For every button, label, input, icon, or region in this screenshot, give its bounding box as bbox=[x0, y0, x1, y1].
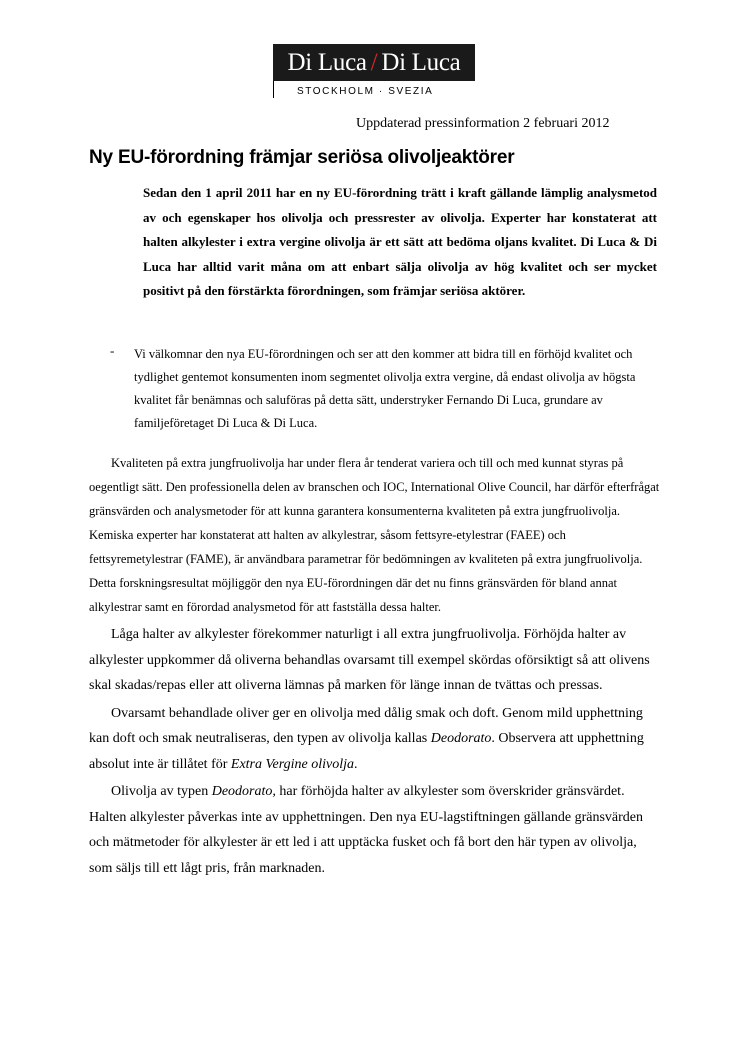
body-text bbox=[89, 451, 661, 881]
logo-name-left: Di Luca bbox=[287, 48, 367, 76]
body-paragraph-3 bbox=[89, 701, 661, 778]
p4-text-b: har förhöjda halter av alkylester som överskrider gränsvärdet. Halten alkylester påverkas inte av upphettningen. Den nya EU-lagstiftningen gällande gränsvärden och mätmetoder för alkylester är ett led i att upptäcka fusket och få bort den här typen av olivolja, som säljs till ett lågt pris, från marknaden. bbox=[89, 784, 643, 876]
quote-paragraph: Vi välkomnar den nya EU-förordningen och ser att den kommer att bidra till en förhöjd kvalitet och tydlighet gentemot konsumenten inom segmentet olivolja extra vergine, då endast olivolja av högsta kvalitet får benämnas och saluföras på detta sätt, understryker Fernando Di Luca, grundare av familjeföretaget Di Luca & Di Luca. bbox=[134, 347, 636, 430]
p3-text-b: . Observera att upphettning absolut inte är tillåtet för bbox=[89, 731, 644, 772]
logo-name-right: Di Luca bbox=[381, 48, 461, 76]
page-title: Ny EU-förordning främjar seriösa olivoljeaktörer bbox=[89, 147, 515, 168]
dateline: Uppdaterad pressinformation 2 februari 2012 bbox=[356, 116, 610, 131]
p3-emphasis-extra-vergine: Extra Vergine olivolja bbox=[230, 756, 355, 772]
lead-paragraph: Sedan den 1 april 2011 har en ny EU-förordning trätt i kraft gällande lämplig analysmetod av och egenskaper hos olivolja och pressrester av olivolja. Experter har konstaterat att halten alkylester i extra vergine olivolja är ett sätt att bedöma oljans kvalitet. Di Luca & Di Luca har alltid varit måna om att enbart sälja olivolja av hög kvalitet och ser mycket positivt på den förstärkta förordningen, som främjar seriösa aktörer. bbox=[143, 185, 657, 298]
p3-emphasis-deodorato: Deodorato bbox=[430, 731, 492, 746]
p4-emphasis-deodorato: Deodorato, bbox=[211, 784, 276, 799]
body-paragraph-1: Kvaliteten på extra jungfruolivolja har under flera år tenderat variera och till och med kunnat styras på oegentligt sätt. Den professionella delen av branschen och IOC, International Olive Council, har därför efterfrågat gränsvärden och analysmetoder för att kunna garantera konsumenterna kvaliteten på extra jungfruolivolja. Kemiska experter har konstaterat att halten av alkylestrar, såsom fettsyre-etylestrar (FAEE) och fettsyremetylestrar (FAME), är användbara parametrar för bedömningen av kvaliteten på extra jungfruolivolja. Detta forskningsresultat möjliggör den nya EU-förordningen där det nu finns gränsvärden för bland annat alkylestrar samt en förordad analysmetod för att fastställa dessa halter. bbox=[89, 456, 660, 614]
logo-subtitle: STOCKHOLM · SVEZIA bbox=[297, 86, 434, 97]
company-logo bbox=[273, 44, 475, 81]
quote-dash: - bbox=[110, 343, 115, 358]
p3-text-a: Ovarsamt behandlade oliver ger en olivolja med dålig smak och doft. Genom mild upphettning kan doft och smak neutraliseras, den typen av olivolja kallas bbox=[89, 705, 643, 746]
logo-divider bbox=[273, 81, 274, 98]
logo-slash: / bbox=[370, 48, 378, 76]
body-paragraph-4 bbox=[89, 779, 661, 881]
p3-text-c: . bbox=[354, 756, 358, 772]
body-paragraph-2: Låga halter av alkylester förekommer naturligt i all extra jungfruolivolja. Förhöjda halter av alkylester uppkommer då oliverna behandlas ovarsamt till exempel skördas oförsiktigt så att olivens skal skadas/repas eller att oliverna lämnas på marken för länge innan de tvättas och pressas. bbox=[89, 627, 650, 693]
p4-text-a: Olivolja av typen bbox=[111, 784, 212, 799]
